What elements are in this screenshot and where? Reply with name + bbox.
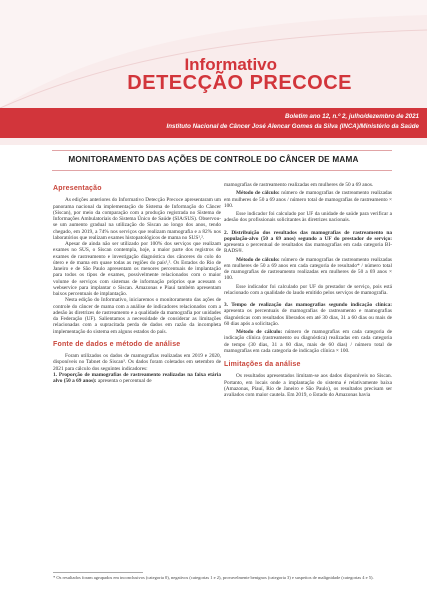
paragraph bbox=[224, 329, 392, 354]
page-title: MONITORAMENTO DAS AÇÕES DE CONTROLE DO CÂNCER DE MAMA bbox=[68, 155, 359, 164]
paragraph: As edições anteriores do Informativo Detecção Precoce apresentaram um panorama nacional da implementação do Sistema de Informação do Câncer (Siscan), por meio da comparação com a produção registrada no Sistema de Informações Ambulatoriais do Sistema Único de Saúde (SIA/SUS). Observou-se um aumento gradual na utilização do Siscan ao longo dos anos, tendo chegado, em 2019, a 74% nos serviços que realizam mamografia e a 82% nos laboratórios que realizam exames histopatológicos de mama no SUS¹,². bbox=[53, 197, 221, 241]
title-rule-bottom bbox=[52, 170, 392, 171]
right-column bbox=[224, 182, 392, 398]
paragraph: mamografias de rastreamento realizadas em mulheres de 50 a 69 anos. bbox=[224, 182, 374, 188]
method-label: Método de cálculo: bbox=[236, 329, 283, 335]
section-heading-fonte: Fonte de dados e método de análise bbox=[53, 340, 181, 348]
paragraph: Nesta edição do Informativo, iniciaremos o monitoramento das ações de controle do câncer de mama com a análise de indicadores relacionados com a adesão às diretrizes de rastreamento e a qualidade da mamografia por unidades da Federação (UF). Salientamos a necessidade de considerar as limitações relacionadas com a supracitada perda de dados em razão da incompleta implementação do sistema em alguns estados do país. bbox=[53, 297, 221, 335]
paragraph: Foram utilizados os dados de mamografias realizadas em 2019 e 2020, disponíveis no Tabnet do Siscan³. Os dados foram coletados em setembro de 2021 para cálculo dos seguintes indicadores: bbox=[53, 353, 221, 372]
brand-title-line2: DETECÇÃO PRECOCE bbox=[127, 72, 352, 94]
method-label: Método de cálculo: bbox=[236, 256, 280, 263]
method-text: número de mamografias de rastreamento realizadas em mulheres de 50 a 69 anos em cada categoria de resultado* / número total de mamografias de rastreamento realizadas em mulheres de 50 a 69 anos × 100. bbox=[224, 256, 392, 282]
brand-title-line1: Informativo bbox=[184, 55, 277, 74]
indicator-2-title: 2. Distribuição dos resultados das mamografias de rastreamento na população-alvo (50 a 69 anos) segundo a UF do prestador de serviço: bbox=[224, 229, 392, 242]
method-label: Método de cálculo: bbox=[236, 190, 280, 197]
issue-line: Boletim ano 12, n.º 2, julho/dezembro de 2021 bbox=[285, 113, 419, 120]
masthead bbox=[0, 0, 427, 145]
indicator-1-text: apresenta o percentual de bbox=[96, 378, 152, 384]
paragraph bbox=[224, 230, 392, 255]
paragraph: Os resultados apresentados limitam-se aos dados disponíveis no Siscan. Portanto, em locais onde a implantação do sistema é relativamente baixa (Amazonas, Piauí, Rio de Janeiro e São Paulo), os resultados precisam ser avaliados com maior cautela. Em 2019, o Estado do Amazonas havia bbox=[224, 373, 392, 398]
paragraph bbox=[224, 257, 392, 282]
footnote: * Os resultados foram agrupados em inconclusivos (categoria 0), negativos (categorias 1 e 2), provavelmente benignos (categoria 3) e suspeitos de malignidade (categorias 4 e 5). bbox=[53, 575, 374, 580]
paragraph bbox=[53, 372, 221, 385]
left-column bbox=[53, 182, 221, 384]
section-heading-limitacoes: Limitações da análise bbox=[224, 361, 301, 368]
method-text: número de mamografias de rastreamento realizadas em mulheres de 50 a 69 anos / número total de mamografias de rastreamento × 100. bbox=[224, 190, 392, 209]
indicator-3-text: apresenta os percentuais de mamografias de rastreamento e mamografias diagnósticas com resultados liberados em até 30 dias, 31 a 60 dias ou mais de 60 dias após a solicitação. bbox=[224, 308, 392, 327]
paragraph bbox=[224, 190, 392, 209]
institution-line: Instituto Nacional de Câncer José Alencar Gomes da Silva (INCA)/Ministério da Saúde bbox=[166, 123, 419, 130]
paragraph: Esse indicador foi calculado por UF do prestador de serviço, pois está relacionado com a qualidade do laudo emitido pelos serviços de mamografia. bbox=[224, 283, 392, 296]
paragraph bbox=[224, 302, 392, 327]
method-text: número de mamografias em cada categoria de indicação clínica (rastreamento ou diagnóstica) realizadas em cada categoria de tempo (30 dias, 31 a 60 dias, mais de 60 dias) / número total de mamografias em cada categoria de indicação clínica × 100. bbox=[224, 329, 392, 354]
footnote-rule bbox=[53, 572, 143, 573]
paragraph: Apesar de ainda não ser utilizado por 100% dos serviços que realizam exames no SUS, o Siscan contempla, hoje, a maior parte dos registros de exames de rastreamento e investigação diagnóstica dos cânceres do colo do útero e de mama em quase todas as regiões do país¹,². Os Estados do Rio de Janeiro e de São Paulo apresentam os menores percentuais de implantação para todos os tipos de exames, possivelmente relacionados com o maior volume de serviços com sistemas de informação próprios que acessam o webservice para implantar o Siscan. Amazonas e Piauí também apresentam baixos percentuais de implantação. bbox=[53, 241, 221, 297]
indicator-2-text: apresenta o percentual de resultados das mamografias em cada categoria BI-RADS®. bbox=[224, 242, 392, 255]
title-rule-top bbox=[52, 150, 392, 151]
section-heading-apresentacao: Apresentação bbox=[53, 185, 102, 192]
paragraph: Esse indicador foi calculado por UF da unidade de saúde para verificar a adesão dos profissionais solicitantes às diretrizes nacionais. bbox=[224, 211, 392, 224]
indicator-3-title: 3. Tempo de realização das mamografias segundo indicação clínica: bbox=[224, 302, 392, 308]
indicator-1-title: 1. Proporção de mamografias de rastreamento realizadas na faixa etária alvo (50 a 69 anos): bbox=[53, 371, 221, 384]
